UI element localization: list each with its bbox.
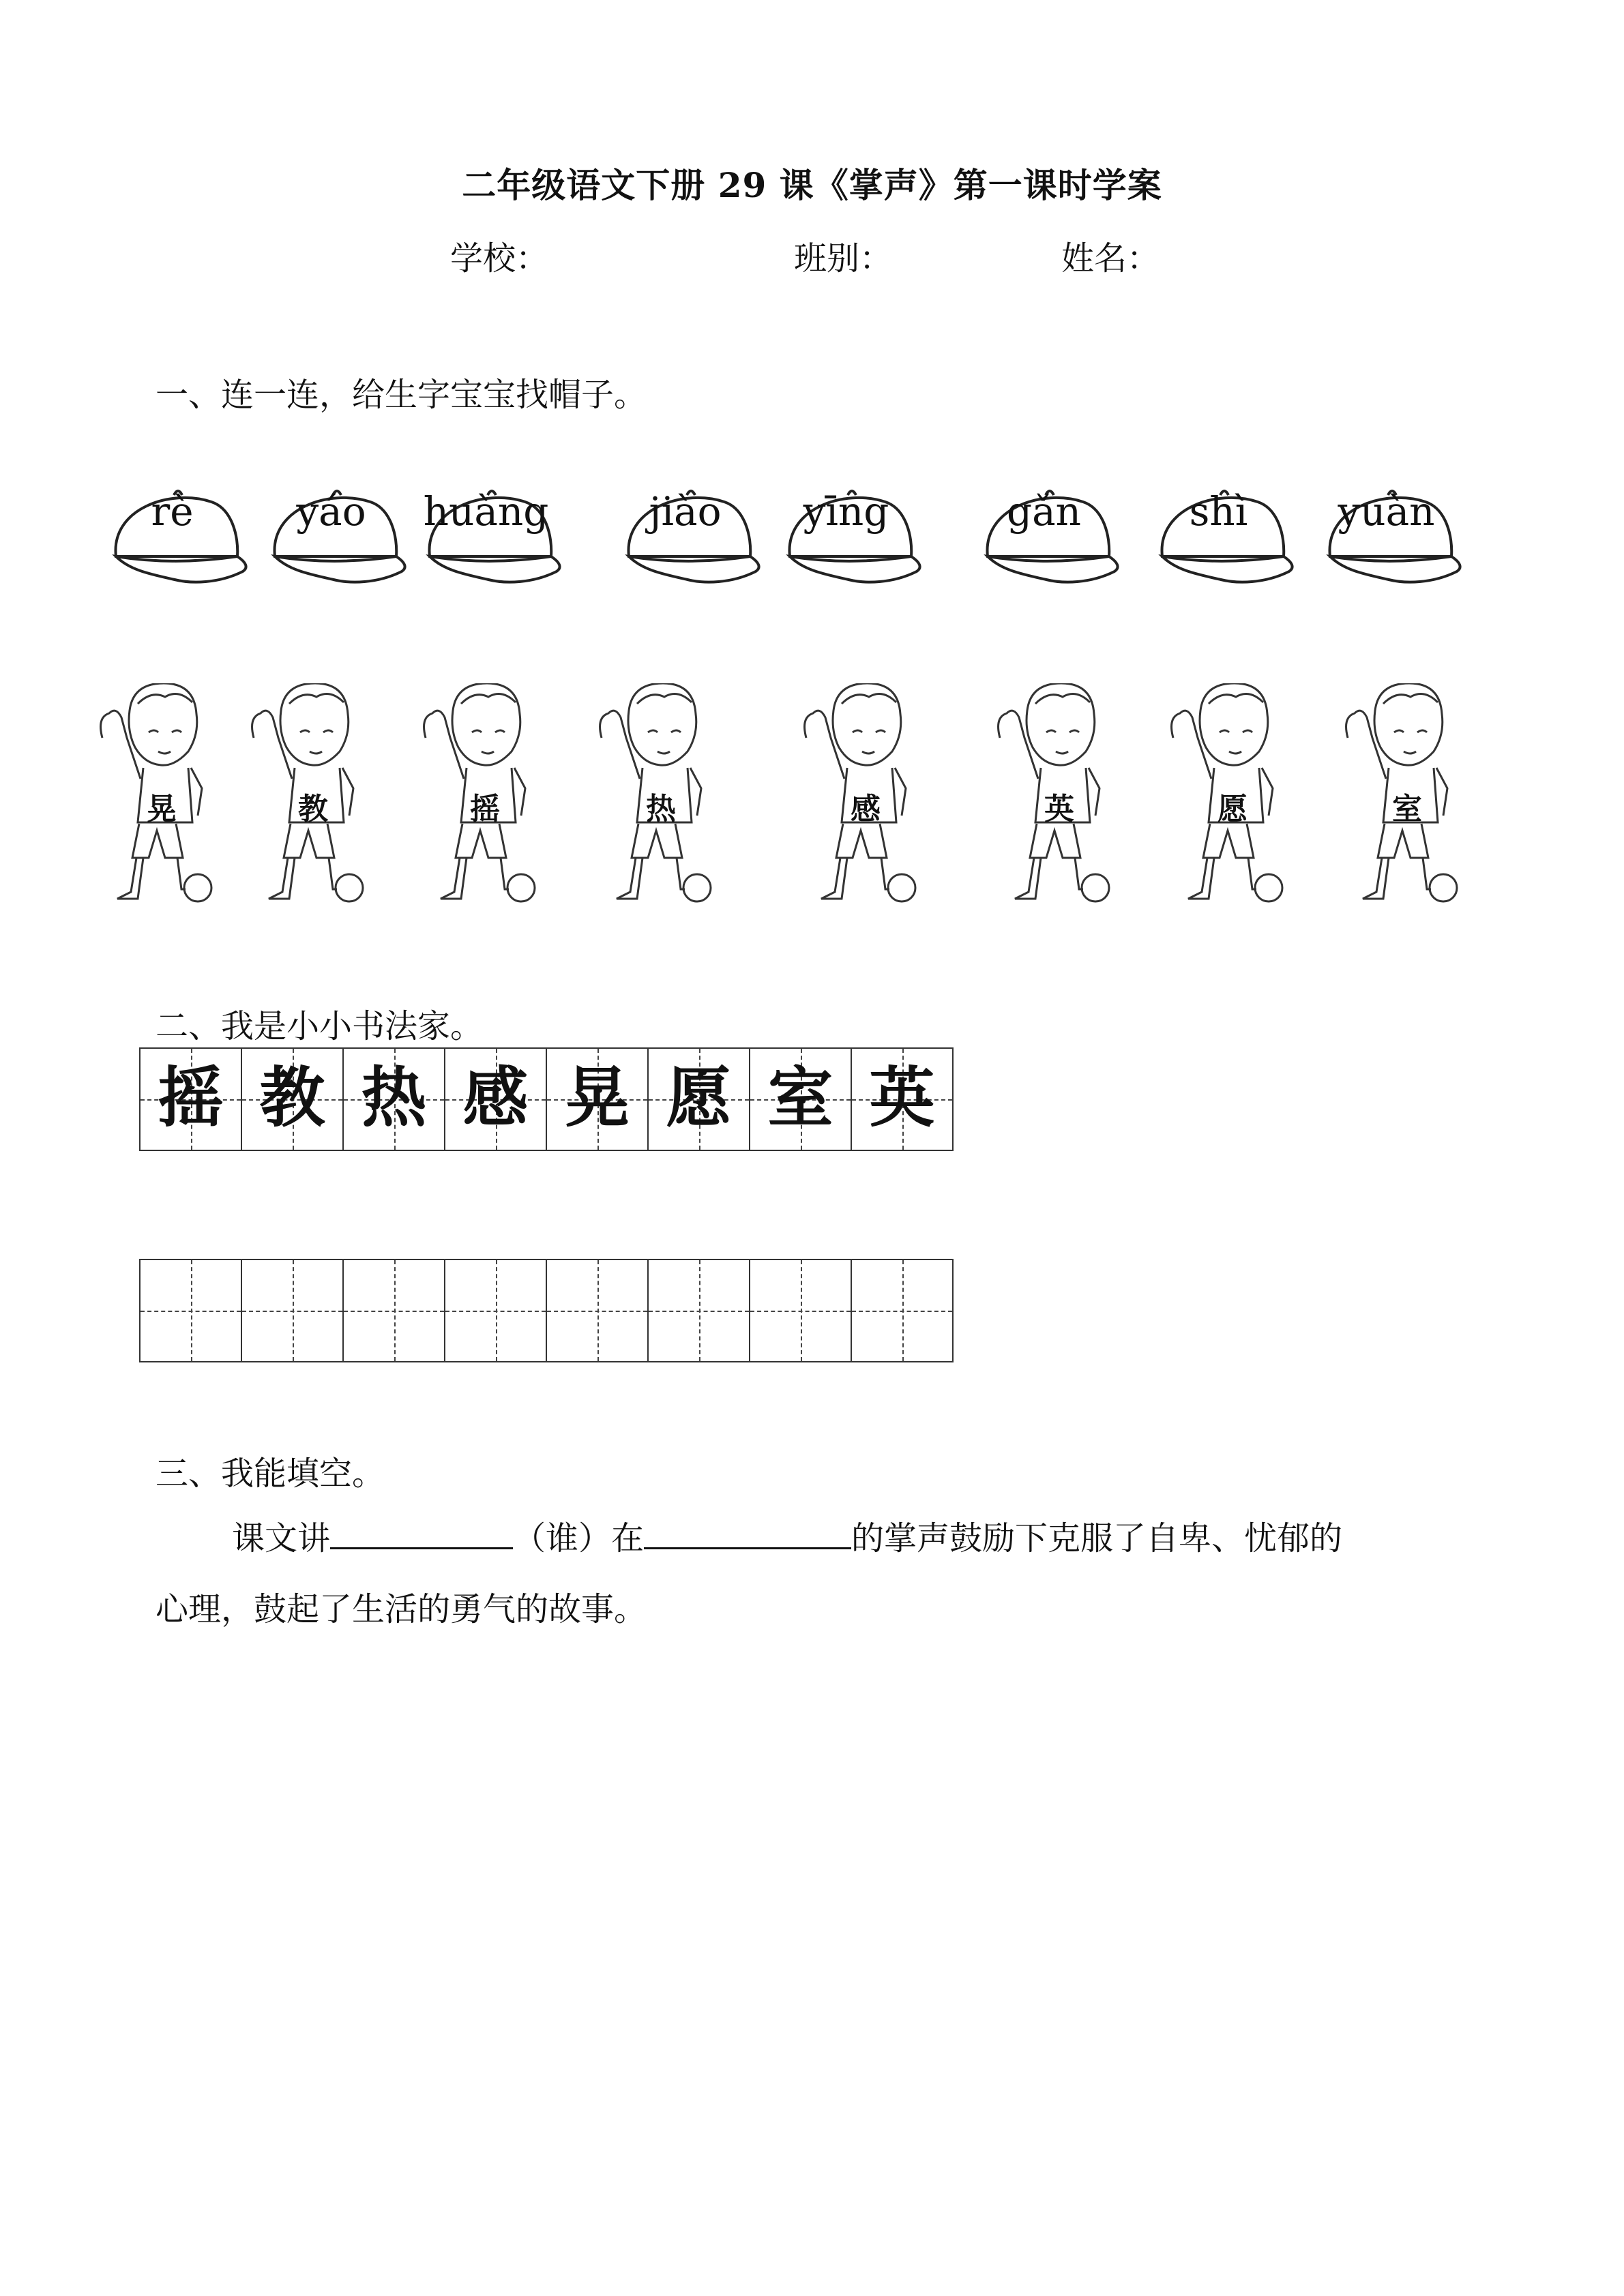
character-boy[interactable]	[419, 683, 555, 908]
section-1-heading: 一、连一连，给生字宝宝找帽子。	[156, 376, 647, 414]
fill-text-1: 课文讲	[232, 1519, 331, 1557]
character-boy[interactable]	[247, 683, 383, 908]
character-boy[interactable]	[993, 683, 1130, 908]
model-char-grid	[139, 1047, 954, 1150]
practice-char-cell[interactable]	[241, 1259, 344, 1362]
character-boy[interactable]	[1341, 683, 1477, 908]
school-label: 学校：	[450, 239, 549, 278]
model-char: 摇	[158, 1059, 224, 1136]
hat-pinyin-label: gǎn	[1006, 488, 1082, 535]
fill-blank-paragraph	[156, 1503, 1479, 1645]
blank-who[interactable]	[330, 1520, 513, 1549]
practice-char-cell[interactable]	[139, 1259, 242, 1362]
model-char: 教	[259, 1059, 325, 1136]
practice-char-grid[interactable]	[139, 1259, 954, 1361]
section-2-heading: 二、我是小小书法家。	[156, 1007, 484, 1045]
boy-character-label: 感	[851, 792, 881, 826]
boy-character-label: 室	[1392, 792, 1422, 826]
character-boy[interactable]	[595, 683, 731, 908]
name-label: 姓名：	[1061, 239, 1160, 278]
hat-pinyin-label: yáo	[296, 488, 366, 535]
page-title: 二年级语文下册 29 课《掌声》第一课时学案	[462, 165, 1162, 205]
boy-character-label: 热	[646, 792, 676, 826]
model-char-cell	[241, 1047, 344, 1151]
model-char: 晃	[564, 1059, 630, 1136]
blank-whose[interactable]	[644, 1520, 851, 1549]
fill-text-line-2: 心理，鼓起了生活的勇气的故事。	[156, 1590, 647, 1628]
hat-pinyin-label: jiào	[649, 488, 722, 535]
model-char-cell	[546, 1047, 649, 1151]
pinyin-hat[interactable]	[622, 481, 765, 591]
boy-character-label: 愿	[1217, 792, 1247, 826]
practice-char-cell[interactable]	[749, 1259, 852, 1362]
model-char: 室	[767, 1059, 833, 1136]
fill-text-2: （谁）在	[513, 1519, 645, 1557]
model-char: 热	[361, 1059, 427, 1136]
pinyin-hat[interactable]	[423, 481, 566, 591]
boy-character-label: 英	[1044, 792, 1074, 826]
boy-character-label: 教	[298, 792, 328, 826]
model-char-cell	[139, 1047, 242, 1151]
hat-pinyin-label: yuàn	[1338, 488, 1435, 535]
model-char-cell	[342, 1047, 445, 1151]
character-boy[interactable]	[95, 683, 232, 908]
practice-char-cell[interactable]	[647, 1259, 750, 1362]
class-label: 班别：	[794, 239, 893, 278]
model-char: 感	[462, 1059, 529, 1136]
hat-pinyin-label: yīng	[803, 488, 889, 535]
practice-char-cell[interactable]	[444, 1259, 547, 1362]
model-char-cell	[749, 1047, 852, 1151]
hat-pinyin-label: shì	[1189, 488, 1248, 535]
fill-text-3: 的掌声鼓励下克服了自卑、忧郁的	[851, 1519, 1343, 1557]
pinyin-hat[interactable]	[783, 481, 926, 591]
model-char-cell	[647, 1047, 750, 1151]
pinyin-hat[interactable]	[1323, 481, 1466, 591]
boy-character-label: 晃	[147, 792, 177, 826]
section-3-heading: 三、我能填空。	[156, 1455, 385, 1493]
hat-pinyin-label: huàng	[423, 488, 549, 535]
boy-character-label: 摇	[470, 792, 500, 826]
pinyin-hat[interactable]	[109, 481, 252, 591]
hat-pinyin-label: rè	[151, 488, 194, 535]
model-char: 愿	[666, 1059, 732, 1136]
model-char-cell	[444, 1047, 547, 1151]
pinyin-hat[interactable]	[981, 481, 1124, 591]
pinyin-hat[interactable]	[1155, 481, 1299, 591]
model-char: 英	[869, 1059, 935, 1136]
practice-char-cell[interactable]	[546, 1259, 649, 1362]
practice-char-cell[interactable]	[342, 1259, 445, 1362]
practice-char-cell[interactable]	[851, 1259, 954, 1362]
model-char-cell	[851, 1047, 954, 1151]
character-boy[interactable]	[1166, 683, 1303, 908]
pinyin-hat[interactable]	[268, 481, 411, 591]
character-boy[interactable]	[799, 683, 936, 908]
